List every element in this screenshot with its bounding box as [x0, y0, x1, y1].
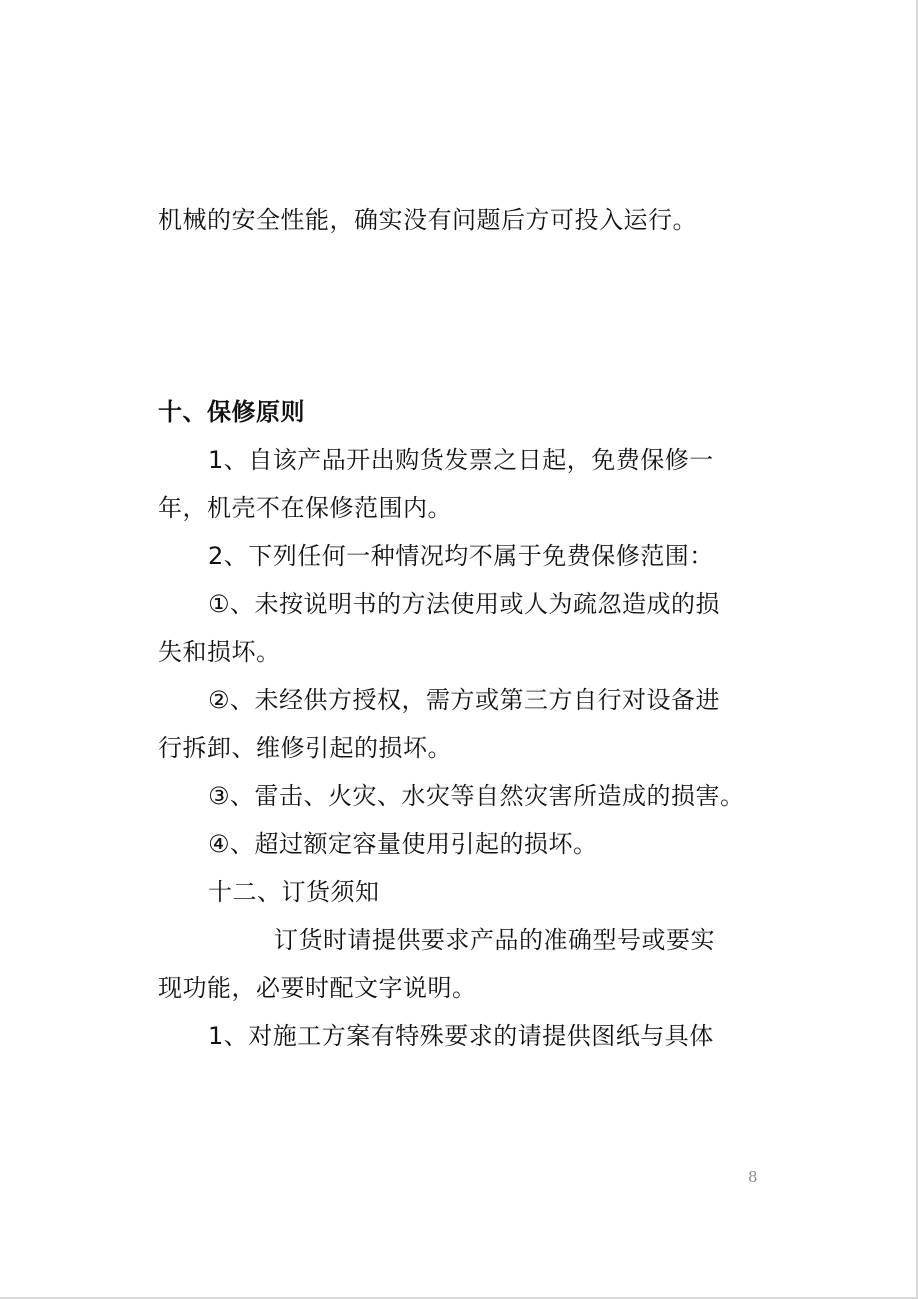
- section-heading-warranty: 十、保修原则: [158, 398, 305, 426]
- paragraph-line: 机械的安全性能，确实没有问题后方可投入运行。: [158, 206, 697, 234]
- list-item-continuation: 行拆卸、维修引起的损坏。: [158, 734, 452, 762]
- paragraph-line: 1、自该产品开出购货发票之日起，免费保修一: [208, 446, 714, 474]
- paragraph-line: 2、下列任何一种情况均不属于免费保修范围：: [208, 542, 714, 570]
- list-item: ③、雷击、火灾、水灾等自然灾害所造成的损害。: [208, 782, 745, 810]
- section-heading-ordering: 十二、订货须知: [208, 878, 380, 906]
- list-item: ②、未经供方授权，需方或第三方自行对设备进: [208, 686, 721, 714]
- list-item: ④、超过额定容量使用引起的损坏。: [208, 830, 598, 858]
- paragraph-line: 现功能，必要时配文字说明。: [158, 974, 477, 1002]
- paragraph-line: 订货时请提供要求产品的准确型号或要实: [274, 926, 715, 954]
- list-item: ①、未按说明书的方法使用或人为疏忽造成的损: [208, 590, 721, 618]
- list-item-continuation: 失和损坏。: [158, 638, 281, 666]
- paragraph-line: 年，机壳不在保修范围内。: [158, 494, 452, 522]
- page-number: 8: [748, 1168, 758, 1186]
- paragraph-line: 1、对施工方案有特殊要求的请提供图纸与具体: [208, 1022, 714, 1050]
